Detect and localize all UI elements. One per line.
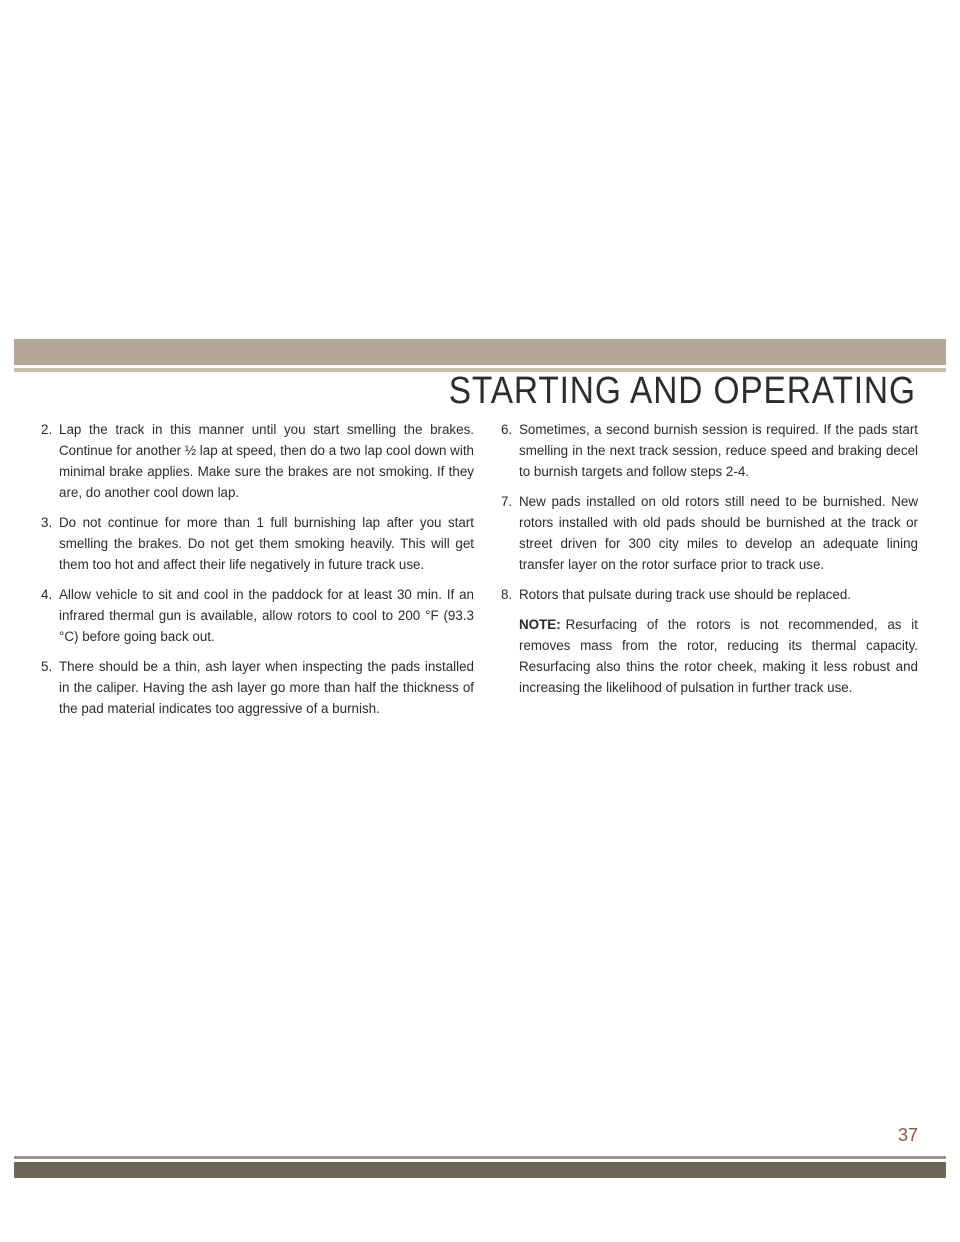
item-number: 5. xyxy=(41,659,53,674)
left-column xyxy=(41,419,474,728)
footer-band xyxy=(14,1162,946,1178)
list-item xyxy=(41,656,474,719)
item-number: 6. xyxy=(501,422,513,437)
section-title: STARTING AND OPERATING xyxy=(448,370,916,412)
item-number: 8. xyxy=(501,587,513,602)
list-item xyxy=(501,491,918,575)
item-text: New pads installed on old rotors still need to be burnished. New rotors installed with old pads should be burnished at the track or street driven for 300 city miles to develop an adequate lining transfer layer on the rotor surface prior to track use. xyxy=(519,494,918,572)
note-text: Resurfacing of the rotors is not recommended, as it removes mass from the rotor, reducing its thermal capacity. Resurfacing also thins the rotor cheek, making it less robust and increasing the likelihood of pulsation in further track use. xyxy=(519,617,918,695)
list-item xyxy=(501,584,918,605)
item-number: 2. xyxy=(41,422,53,437)
item-text: Allow vehicle to sit and cool in the paddock for at least 30 min. If an infrared thermal gun is available, allow rotors to cool to 200 °F (93.3 °C) before going back out. xyxy=(59,587,474,644)
page-number: 37 xyxy=(897,1125,918,1145)
item-text: There should be a thin, ash layer when inspecting the pads installed in the caliper. Having the ash layer go more than half the thickness of the pad material indicates too aggressive of a burnish. xyxy=(59,659,474,716)
list-item xyxy=(41,584,474,647)
item-text: Sometimes, a second burnish session is required. If the pads start smelling in the next track session, reduce speed and braking decel to burnish targets and follow steps 2-4. xyxy=(519,422,918,479)
footer-rule xyxy=(14,1156,946,1159)
list-item xyxy=(41,512,474,575)
item-text: Do not continue for more than 1 full burnishing lap after you start smelling the brakes. Do not get them smoking heavily. This will get them too hot and affect their life negatively in future track use. xyxy=(59,515,474,572)
note-block xyxy=(519,614,918,698)
item-text: Rotors that pulsate during track use should be replaced. xyxy=(519,587,851,602)
list-item xyxy=(41,419,474,503)
item-number: 3. xyxy=(41,515,53,530)
list-item xyxy=(501,419,918,482)
item-text: Lap the track in this manner until you start smelling the brakes. Continue for another ½ lap at speed, then do a two lap cool down with minimal brake applies. Make sure the brakes are not smoking. If they are, do another cool down lap. xyxy=(59,422,474,500)
right-column xyxy=(501,419,918,698)
note-label: NOTE: xyxy=(519,617,561,632)
item-number: 4. xyxy=(41,587,53,602)
header-band xyxy=(14,339,946,365)
item-number: 7. xyxy=(501,494,513,509)
